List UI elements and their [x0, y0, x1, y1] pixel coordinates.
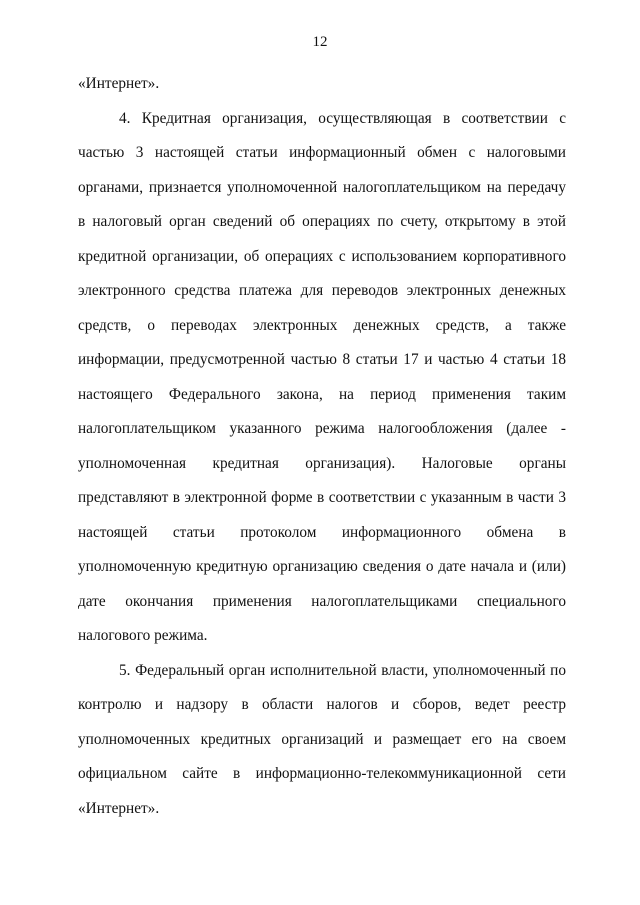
paragraph-item-4: 4. Кредитная организация, осуществляющая в соответствии с частью 3 настоящей статьи информационный обмен с налоговыми органами, признается уполномоченной налогоплательщиком на передачу в налоговый орган сведений об операциях по счету, открытому в этой кредитной организации, об операциях с использованием корпоративного электронного средства платежа для переводов электронных денежных средств, о переводах электронных денежных средств, а также информации, предусмотренной частью 8 статьи 17 и частью 4 статьи 18 настоящего Федерального закона, на период применения таким налогоплательщиком указанного режима налогообложения (далее - уполномоченная кредитная организация). Налоговые органы представляют в электронной форме в соответствии с указанным в части 3 настоящей статьи протоколом информационного обмена в уполномоченную кредитную организацию сведения о дате начала и (или) дате окончания применения налогоплательщиками специального налогового режима.	[78, 109, 566, 644]
paragraph-continuation: «Интернет».	[78, 75, 160, 92]
page-number: 12	[312, 34, 328, 50]
document-body	[78, 67, 566, 826]
paragraph-item-5: 5. Федеральный орган исполнительной власти, уполномоченный по контролю и надзору в области налогов и сборов, ведет реестр уполномоченных кредитных организаций и размещает его на своем официальном сайте в информационно-телекоммуникационной сети «Интернет».	[78, 661, 566, 817]
